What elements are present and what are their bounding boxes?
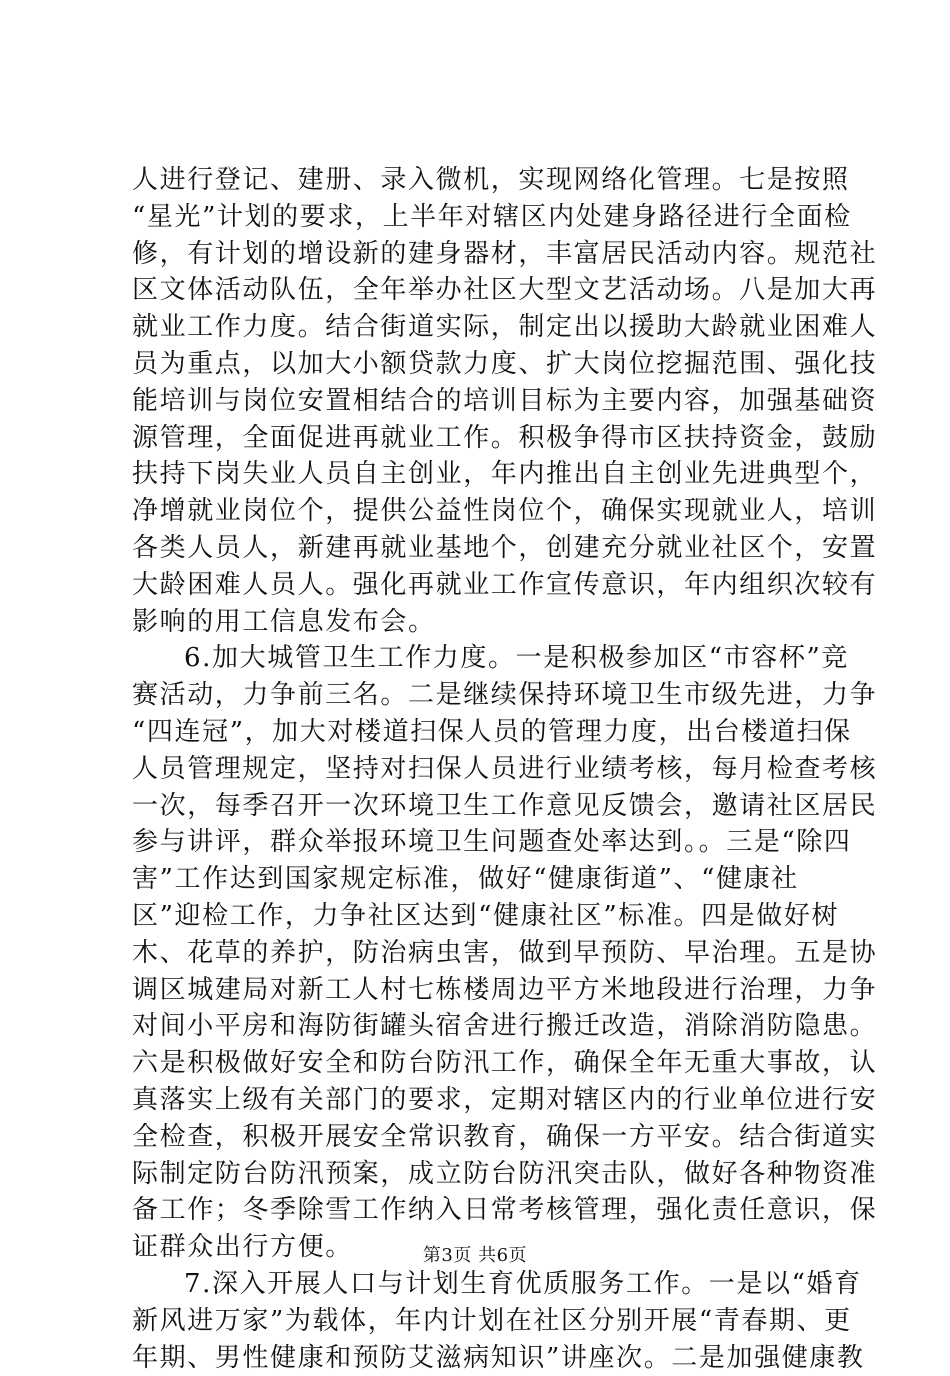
text-line: 员为重点，以加大小额贷款力度、扩大岗位挖掘范围、强化技	[132, 346, 832, 383]
text-line: 人进行登记、建册、录入微机，实现网络化管理。七是按照	[132, 162, 832, 199]
text-line: 参与讲评，群众举报环境卫生问题查处率达到。。三是“除四	[132, 824, 832, 861]
text-line: 大龄困难人员人。强化再就业工作宣传意识，年内组织次较有	[132, 567, 832, 604]
page-number-footer: 第3页 共6页	[0, 1244, 950, 1268]
text-line: 修，有计划的增设新的建身器材，丰富居民活动内容。规范社	[132, 236, 832, 273]
text-line: 就业工作力度。结合街道实际，制定出以援助大龄就业困难人	[132, 309, 832, 346]
text-line: 各类人员人，新建再就业基地个，创建充分就业社区个，安置	[132, 530, 832, 567]
text-line: 区”迎检工作，力争社区达到“健康社区”标准。四是做好树	[132, 898, 832, 935]
text-line: 人员管理规定，坚持对扫保人员进行业绩考核，每月检查考核	[132, 751, 832, 788]
text-line: 调区城建局对新工人村七栋楼周边平方米地段进行治理，力争	[132, 972, 832, 1009]
section-heading-line: 6.加大城管卫生工作力度。一是积极参加区“市容杯”竞	[132, 640, 832, 677]
text-line: 源管理，全面促进再就业工作。积极争得市区扶持资金，鼓励	[132, 420, 832, 457]
text-line: 际制定防台防汛预案，成立防台防汛突击队，做好各种物资准	[132, 1156, 832, 1193]
text-line: “四连冠”，加大对楼道扫保人员的管理力度，出台楼道扫保	[132, 714, 832, 751]
text-line: 证群众出行方便。	[132, 1229, 832, 1266]
section-heading-line: 7.深入开展人口与计划生育优质服务工作。一是以“婚育	[132, 1266, 832, 1303]
text-line: 新风进万家”为载体，年内计划在社区分别开展“青春期、更	[132, 1303, 832, 1340]
text-line: 全检查，积极开展安全常识教育，确保一方平安。结合街道实	[132, 1119, 832, 1156]
text-line: 能培训与岗位安置相结合的培训目标为主要内容，加强基础资	[132, 383, 832, 420]
text-line: 木、花草的养护，防治病虫害，做到早预防、早治理。五是协	[132, 935, 832, 972]
text-line: 一次，每季召开一次环境卫生工作意见反馈会，邀请社区居民	[132, 788, 832, 825]
text-line: 年期、男性健康和预防艾滋病知识”讲座次。二是加强健康教	[132, 1340, 832, 1376]
text-line: 影响的用工信息发布会。	[132, 604, 832, 641]
text-line: 六是积极做好安全和防台防汛工作，确保全年无重大事故，认	[132, 1045, 832, 1082]
text-line: 赛活动，力争前三名。二是继续保持环境卫生市级先进，力争	[132, 677, 832, 714]
text-line: “星光”计划的要求，上半年对辖区内处建身路径进行全面检	[132, 199, 832, 236]
text-line: 区文体活动队伍，全年举办社区大型文艺活动场。八是加大再	[132, 272, 832, 309]
text-line: 真落实上级有关部门的要求，定期对辖区内的行业单位进行安	[132, 1082, 832, 1119]
text-line: 备工作；冬季除雪工作纳入日常考核管理，强化责任意识，保	[132, 1192, 832, 1229]
text-line: 害”工作达到国家规定标准，做好“健康街道”、“健康社	[132, 861, 832, 898]
text-line: 扶持下岗失业人员自主创业，年内推出自主创业先进典型个，	[132, 456, 832, 493]
text-line: 对间小平房和海防街罐头宿舍进行搬迁改造，消除消防隐患。	[132, 1008, 832, 1045]
document-body	[132, 162, 832, 1376]
text-line: 净增就业岗位个，提供公益性岗位个，确保实现就业人，培训	[132, 493, 832, 530]
